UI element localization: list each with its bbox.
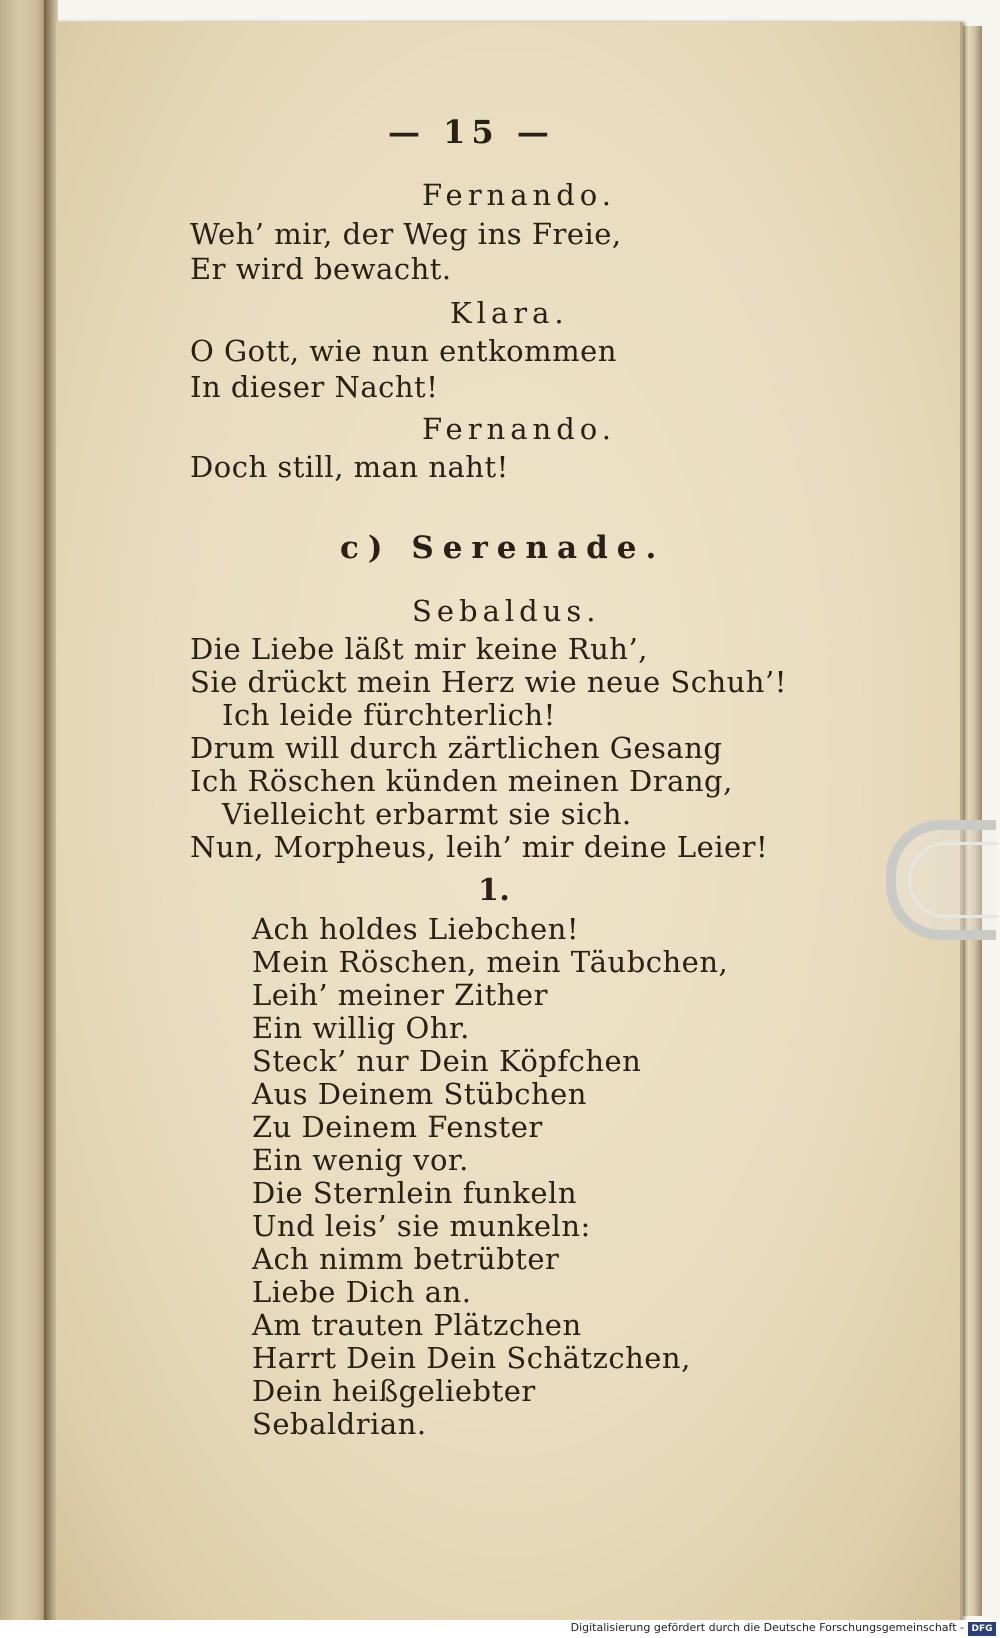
song-line: Mein Röschen, mein Täubchen, — [252, 945, 729, 979]
speaker-sebaldus: Sebaldus. — [412, 594, 601, 628]
song-line: Steck’ nur Dein Köpfchen — [252, 1044, 642, 1078]
verse-line: In dieser Nacht! — [190, 370, 439, 404]
speaker-fernando: Fernando. — [422, 412, 616, 446]
song-line: Zu Deinem Fenster — [252, 1110, 543, 1144]
page-clip-inner — [908, 842, 998, 918]
verse-line: Drum will durch zärtlichen Gesang — [190, 731, 723, 765]
speaker-fernando: Fernando. — [422, 178, 616, 212]
verse-line: Sie drückt mein Herz wie neue Schuh’! — [190, 665, 787, 699]
facing-page-edge — [0, 0, 50, 1630]
dfg-logo: DFG — [968, 1622, 996, 1636]
verse-line: O Gott, wie nun entkommen — [190, 334, 617, 368]
verse-line: Doch still, man naht! — [190, 450, 509, 484]
song-line: Am trauten Plätzchen — [252, 1308, 582, 1342]
stanza-number: 1. — [478, 873, 511, 908]
song-line: Sebaldrian. — [252, 1407, 427, 1441]
song-line: Liebe Dich an. — [252, 1275, 472, 1309]
song-line: Ach holdes Liebchen! — [252, 912, 579, 946]
song-line: Harrt Dein Dein Schätzchen, — [252, 1341, 691, 1375]
song-line: Ein wenig vor. — [252, 1143, 469, 1177]
verse-line: Weh’ mir, der Weg ins Freie, — [190, 217, 622, 251]
song-line: Und leis’ sie munkeln: — [252, 1209, 591, 1243]
verse-line: Vielleicht erbarmt sie sich. — [222, 797, 632, 831]
verse-line: Ich Röschen künden meinen Drang, — [190, 764, 733, 798]
speaker-klara: Klara. — [450, 296, 569, 330]
verse-line: Ich leide fürchterlich! — [222, 698, 556, 732]
song-line: Ein willig Ohr. — [252, 1011, 470, 1045]
verse-line: Die Liebe läßt mir keine Ruh’, — [190, 632, 648, 666]
verse-line: Nun, Morpheus, leih’ mir deine Leier! — [190, 830, 769, 864]
song-line: Ach nimm betrübter — [252, 1242, 560, 1276]
song-line: Leih’ meiner Zither — [252, 978, 548, 1012]
song-line: Dein heißgeliebter — [252, 1374, 536, 1408]
verse-line: Er wird bewacht. — [190, 252, 452, 286]
digitization-credit: Digitalisierung gefördert durch die Deutsche Forschungsgemeinschaft - — [570, 1621, 964, 1634]
song-line: Die Sternlein funkeln — [252, 1176, 578, 1210]
song-line: Aus Deinem Stübchen — [252, 1077, 587, 1111]
section-heading: c) Serenade. — [340, 530, 666, 566]
page-number: — 15 — — [388, 113, 555, 151]
